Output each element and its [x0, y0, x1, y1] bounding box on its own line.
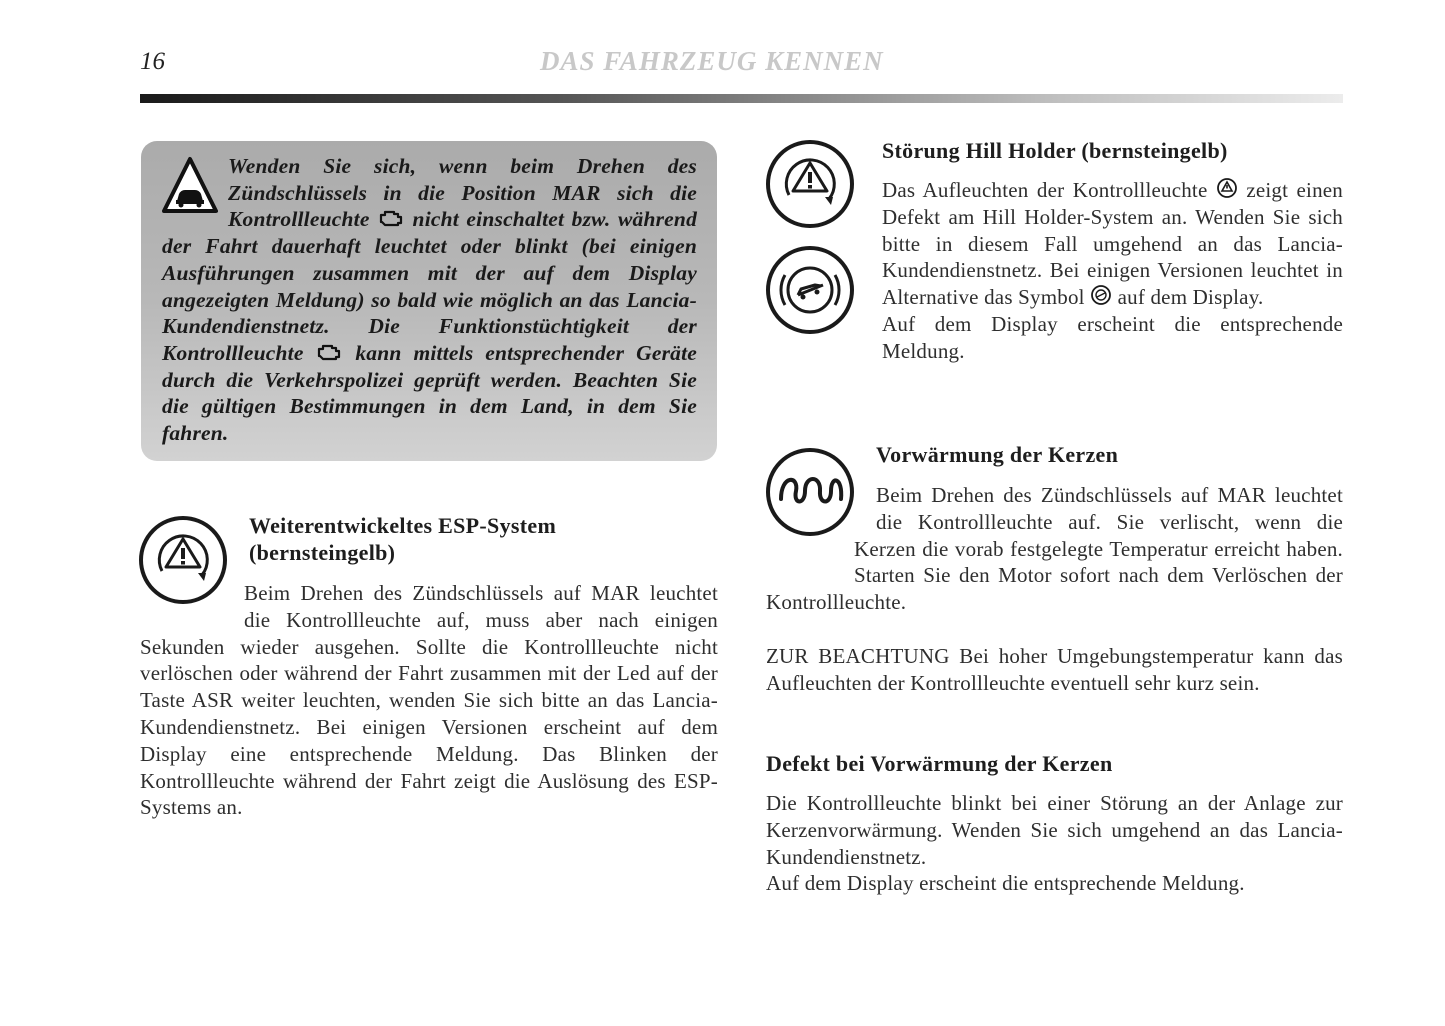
- glow-plug-body-text: Beim Drehen des Zündschlüssels auf MAR leuchtet die Kontrollleuchte auf. Sie verlischt, wenn die Kerzen die vorab festgelegte Temperatur erreicht haben. Starten Sie den Motor sofort nach dem Verlöschen der Kontrollleuchte.: [766, 483, 1343, 615]
- glow-plug-note: [766, 643, 1343, 697]
- glow-plug-fault-body: Die Kontrollleuchte blinkt bei einer Störung an der Anlage zur Kerzenvorwärmung. Wenden Sie sich umgehend an das Lancia-Kundendienstnetz.: [766, 791, 1343, 869]
- esp-heading-line2: (bernsteingelb): [249, 540, 396, 565]
- esp-heading: [249, 512, 719, 566]
- hill-holder-body-part3: auf dem Display.: [1117, 285, 1264, 310]
- hill-holder-body: [882, 177, 1343, 311]
- hill-holder-section: [882, 137, 1343, 365]
- hill-holder-body-part2: zeigt einen Defekt am Hill Holder-System an. Wenden Sie sich bitte in diesem Fall umgehend an das Lancia-Kundendienstnetz. Bei einigen Versionen leuchtet in Alternative das Symbol: [882, 178, 1343, 310]
- warning-text-part3: kann mittels entsprechender Geräte durch die Verkehrspolizei geprüft werden. Beachten Sie die gültigen Bestimmungen in dem Land, in dem Sie fahren.: [162, 340, 698, 446]
- glow-plug-note-text: ZUR BEACHTUNG Bei hoher Umgebungstemperatur kann das Aufleuchten der Kontrollleuchte eventuell sehr kurz sein.: [766, 644, 1343, 695]
- header-bar: [140, 94, 1343, 103]
- brake-small-icon: [1090, 284, 1112, 306]
- glow-plug-heading-wrap: [876, 441, 1343, 468]
- engine-check-icon: [377, 208, 405, 228]
- warning-box: [141, 141, 717, 461]
- hill-holder-body-part1: Das Aufleuchten der Kontrollleuchte: [882, 178, 1208, 202]
- glow-plug-fault-section: [766, 750, 1343, 897]
- glow-plug-fault-heading: Defekt bei Vorwärmung der Kerzen: [766, 751, 1113, 776]
- esp-body-text: Beim Drehen des Zündschlüssels auf MAR leuchtet die Kontrollleuchte auf, muss aber nach einigen Sekunden wieder ausgehen. Sollte die Kontrollleuchte nicht verlöschen oder während der Fahrt zusammen mit der Led auf der Taste ASR weiter leuchten, wenden Sie sich bitte an das Lancia-Kundendienstnetz. Bei einigen Versionen erscheint auf dem Display eine entsprechende Meldung. Das Blinken der Kontrollleuchte während der Fahrt zeigt die Auslösung des ESP-Systems an.: [140, 581, 718, 820]
- hill-holder-heading: Störung Hill Holder (bernsteingelb): [882, 138, 1228, 163]
- esp-heading-line1: Weiterentwickeltes ESP-System: [249, 513, 557, 538]
- page-number: 16: [140, 48, 165, 75]
- hill-holder-warning-icon: [765, 139, 855, 229]
- warning-text-part2: nicht einschaltet bzw. während der Fahrt dauerhaft leuchtet oder blinkt (bei einigen Ausführungen zusammen mit der auf dem Display angezeigten Meldung) so bald wie möglich an das Lancia-Kundendienstnetz. Die Funktionstüchtigkeit der Kontrollleuchte: [162, 207, 698, 365]
- warning-triangle-icon: [162, 155, 218, 219]
- hill-holder-small-icon: [1216, 177, 1238, 199]
- warning-text: [162, 153, 697, 447]
- glow-plug-fault-body-line2: Auf dem Display erscheint die entsprechende Meldung.: [766, 871, 1245, 896]
- hill-holder-body-line2: Auf dem Display erscheint die entsprechende Meldung.: [882, 311, 1343, 363]
- hill-holder-brake-icon: [765, 245, 855, 335]
- running-title: DAS FAHRZEUG KENNEN: [540, 46, 884, 76]
- warning-text-part1: Wenden Sie sich, wenn beim Drehen des Zündschlüssels in die Position MAR sich die Kontrollleuchte: [228, 154, 697, 232]
- engine-check-icon: [315, 342, 343, 362]
- glow-plug-heading: Vorwärmung der Kerzen: [876, 442, 1119, 467]
- esp-body: [140, 580, 718, 821]
- glow-plug-body: [766, 482, 1343, 616]
